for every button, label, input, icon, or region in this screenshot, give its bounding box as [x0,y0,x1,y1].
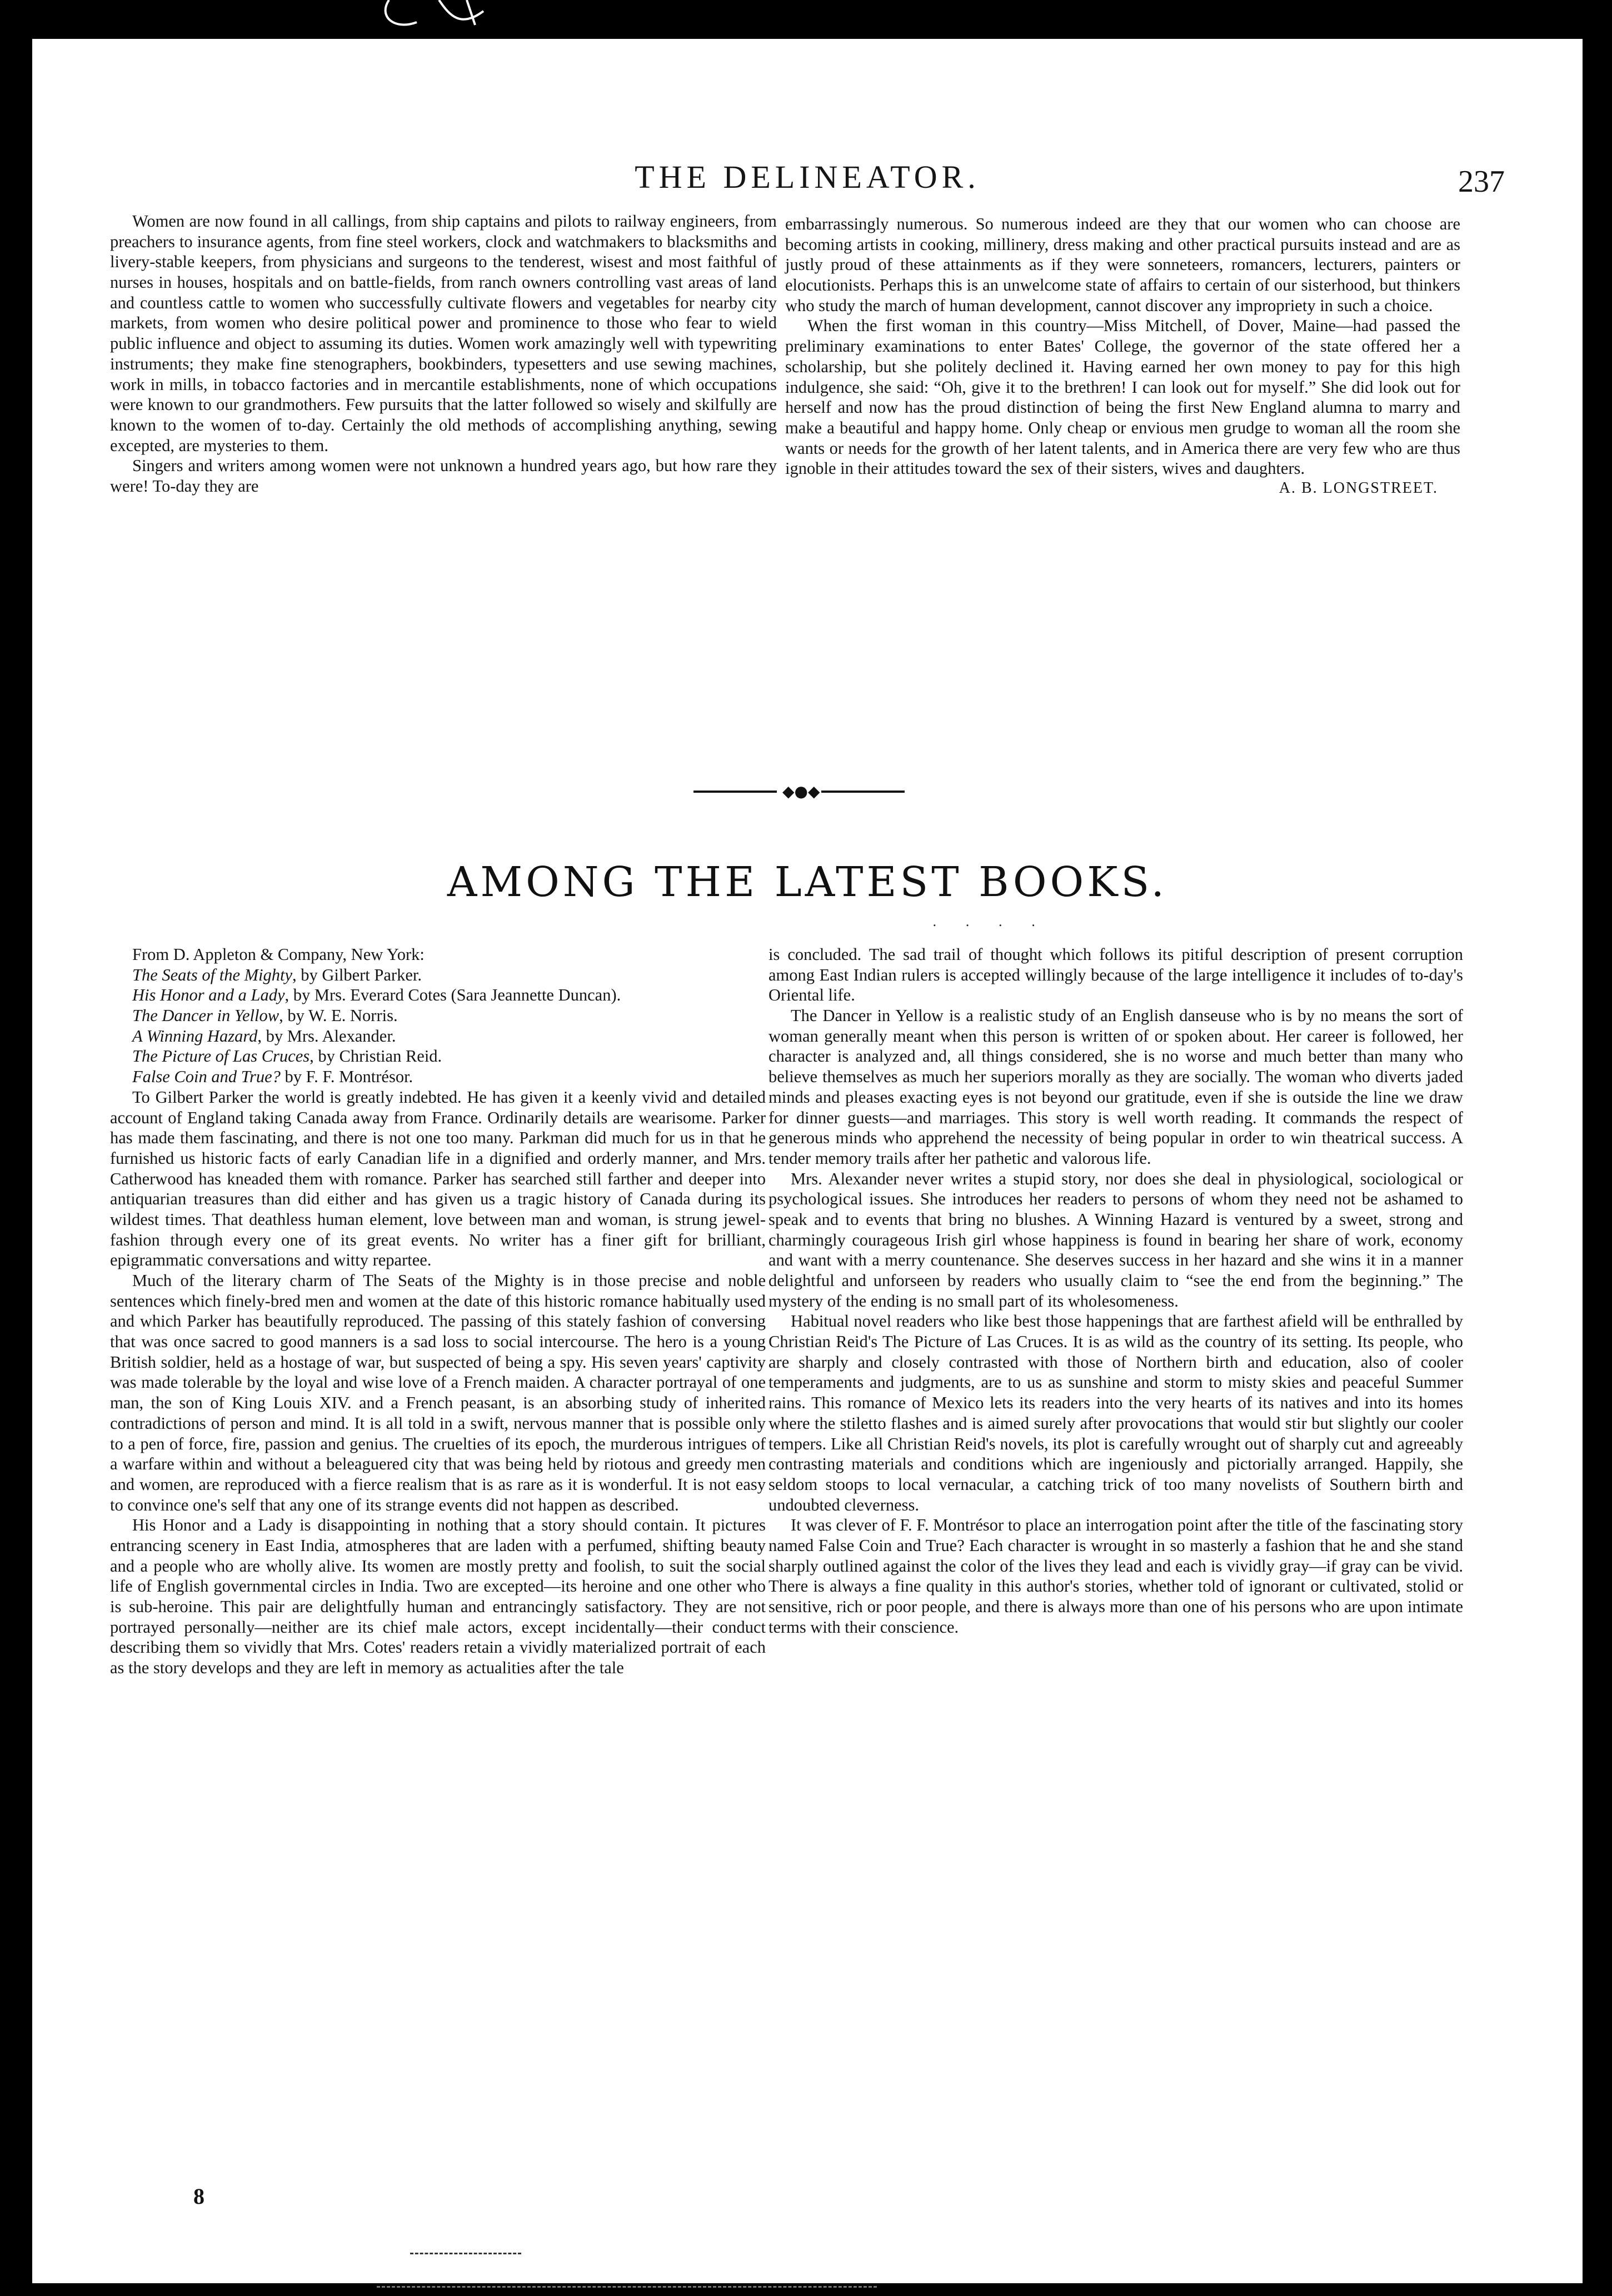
book-list-item [110,1026,766,1047]
scan-border-top [0,0,1612,39]
paragraph: is concluded. The sad trail of thought which follows its pitiful description of present corruption among East Indian rulers is accepted willingly because of the large intelligence it includes of to-day's Oriental life. [768,945,1463,1005]
book-title: The Seats of the Mighty [132,965,293,984]
top-article-right-column [785,214,1460,498]
top-article-left-column [110,211,777,497]
book-title: A Winning Hazard [132,1026,258,1046]
book-author: , by Mrs. Alexander. [257,1026,396,1046]
divider-ornament-icon: ◆●◆ [782,782,820,801]
divider-rule-right [821,791,905,793]
paragraph: embarrassingly numerous. So numerous indeed are they that our women who can choose are becoming artists in cooking, millinery, dress making and other practical pursuits instead and are as justly proud of these attainments as if they were sonneteers, romancers, lecturers, painters or elocutionists. Perhaps this is an unwelcome state of affairs to certain of our sisterhood, but thinkers who study the march of human development, cannot discover any impropriety in such a choice. [785,214,1460,315]
scan-border-left [0,0,32,2296]
footer-scan-smudge [377,2286,877,2291]
paragraph: His Honor and a Lady is disappointing in nothing that a story should contain. It pictures entrancing scenery in East India, atmospheres that are laden with a perfumed, shifting beauty and a people who are wholly alive. Its women are mostly pretty and foolish, to suit the social life of English governmental circles in India. Two are excepted—its heroine and one other who is sub-heroine. This pair are delightfully human and entrancingly satisfactory. They are not portrayed personally—neither are its chief male actors, except incidentally—their conduct describing them so vividly that Mrs. Cotes' readers retain a vividly materialized portrait of each as the story develops and they are left in memory as actualities after the tale [110,1515,766,1678]
book-list-item [110,985,766,1006]
paragraph: To Gilbert Parker the world is greatly indebted. He has given it a keenly vivid and detailed account of England taking Canada away from France. Ordinarily details are wearisome. Parker has made them fascinating, and there is not one too many. Parkman did much for us in that he furnished us historic facts of early Canadian life in a dignified and orderly manner, and Mrs. Catherwood has kneaded them with romance. Parker has searched still farther and deeper into antiquarian treasures than did either and has given us a tragic history of Canada during its wildest times. That deathless human element, love between man and woman, is strung jewel-fashion through every one of its great events. No writer has a finer gift for brilliant, epigrammatic conversations and witty repartee. [110,1087,766,1270]
paragraph: When the first woman in this country—Miss Mitchell, of Dover, Maine—had passed the preliminary examinations to enter Bates' College, the governor of the state offered her a scholarship, but she politely declined it. Having earned her own money to pay for this high indulgence, she said: “Oh, give it to the brethren! I can look out for myself.” She did look out for herself and now has the proud distinction of being the first New England alumna to marry and make a beautiful and happy home. Only cheap or envious men grudge to woman all the room she wants or needs for the growth of her latent talents, and in America there are very few who are thus ignoble in their attitudes toward the sex of their sisters, wives and daughters. [785,316,1460,478]
book-list-item [110,1006,766,1026]
book-author: , by Gilbert Parker. [292,965,422,984]
book-title: The Dancer in Yellow [132,1006,280,1026]
paragraph: Singers and writers among women were not unknown a hundred years ago, but how rare they were! To-day they are [110,456,777,496]
section-divider [693,782,905,801]
book-author: , by Christian Reid. [310,1047,442,1066]
author-signature: A. B. LONGSTREET. [1279,479,1438,497]
section-title: AMONG THE LATEST BOOKS. [447,858,1168,906]
book-author: by F. F. Montrésor. [280,1067,413,1087]
book-title: The Picture of Las Cruces [132,1047,310,1066]
page-number: 237 [1458,164,1505,199]
publisher-line: From D. Appleton & Company, New York: [132,945,425,964]
signature-mark: 8 [193,2184,204,2209]
divider-rule-left [693,791,777,793]
paragraph: Much of the literary charm of The Seats of the Mighty is in those precise and noble sentences which finely-bred men and women at the date of this historic romance habitually used and which Parker has beautifully reproduced. The passing of this stately fashion of conversing that was once sacred to good manners is a sad loss to social intercourse. The hero is a young British soldier, held as a hostage of war, but suspected of being a spy. His seven years' captivity was made tolerable by the loyal and wise love of a French maiden. A character portrayal of one man, the son of King Louis XIV. and a French peasant, is an absorbing study of inherited contradictions of person and mind. It is all told in a swift, nervous manner that is possible only to a pen of force, fire, passion and genius. The cruelties of its epoch, the murderous intrigues of a warfare within and without a beleaguered city that was being held by riotous and greedy men and women, are reproduced with a fierce realism that is as rare as it is wonderful. It is not easy to convince one's self that any one of its strange events did not happen as described. [110,1271,766,1514]
book-list-item [110,1067,766,1087]
book-list-item [110,965,766,986]
book-author: , by Mrs. Everard Cotes (Sara Jeannette Duncan). [285,986,621,1005]
book-list-item [110,1046,766,1067]
document-page [32,39,1583,2283]
paragraph: The Dancer in Yellow is a realistic study of an English danseuse who is by no means the sort of woman generally meant when this person is written of or spoken about. Her career is followed, her character is analyzed and, all things considered, she is no worse and much better than many who believe themselves as much her superiors morally as they are socially. The woman who diverts jaded minds and pleases exacting eyes is not beyond our gratitude, even if she is outside the line we draw for dinner guests—and marriages. This story is well worth reading. It commands the respect of generous minds who apprehend the necessity of being popular in order to win theatrical success. A tender memory trails after her pathetic and valorous life. [768,1006,1463,1168]
paragraph: Women are now found in all callings, from ship captains and pilots to railway engineers, from preachers to insurance agents, from fine steel workers, clock and watchmakers to blacksmiths and livery-stable keepers, from physicians and surgeons to the tenderest, wisest and most faithful of nurses in houses, hospitals and on battle-fields, from ranch owners controlling vast areas of land and countless cattle to women who successfully cultivate flowers and vegetables for nearby city markets, from women who desire political power and prominence to those who fear to wield public influence and object to assuming its duties. Women work amazingly well with typewriting instruments; they make fine stenographers, bookbinders, typesetters and use sewing machines, work in mills, in tobacco factories and in mercantile establishments, none of which occupations were known to our grandmothers. Few pursuits that the latter followed so wisely and skilfully are known to the women of to-day. Certainly the old methods of accomplishing anything, sewing excepted, are mysteries to them. [110,212,777,455]
book-author: , by W. E. Norris. [279,1006,398,1026]
book-title: His Honor and a Lady [132,986,285,1005]
paragraph: It was clever of F. F. Montrésor to place an interrogation point after the title of the fascinating story named False Coin and True? Each character is wrought in so masterly a fashion that he and she stand sharply outlined against the color of the lives they lead and each is vividly gray—if gray can be vivid. There is always a fine quality in this author's stories, whether told of ignorant or cultivated, stolid or sensitive, rich or poor people, and there is always more than one of his persons who are upon intimate terms with their conscience. [768,1515,1463,1637]
books-right-column [768,944,1463,1637]
footer-dash-marks [410,2253,521,2260]
title-ornament-dots: . . . . [932,914,1048,929]
paragraph: Mrs. Alexander never writes a stupid story, nor does she deal in physiological, sociological or psychological issues. She introduces her readers to persons of whom they need not be ashamed to speak and to events that bring no blushes. A Winning Hazard is ventured by a sweet, strong and charmingly courageous Irish girl whose happiness is found in bearing her share of work, economy and want with a merry countenance. She deserves success in her hazard and she wins it in a manner delightful and unforseen by readers who usually claim to “see the end from the beginning.” The mystery of the ending is no small part of its wholesomeness. [768,1169,1463,1310]
books-left-column [110,944,766,1678]
scan-border-right [1583,0,1612,2296]
running-header-title: THE DELINEATOR. [635,159,980,195]
paragraph: Habitual novel readers who like best those happenings that are farthest afield will be enthralled by Christian Reid's The Picture of Las Cruces. It is as wild as the country of its setting. Its people, who are sharply and closely contrasted with those of Northern birth and education, also of cooler temperaments and judgments, are to us as sunshine and storm to misty skies and peaceful Summer rains. This romance of Mexico lets its readers into the very hearts of its natives and into its homes where the stiletto flashes and is aimed surely after provocations that would stir but slightly our cooler tempers. Like all Christian Reid's novels, its plot is carefully wrought out of sharply cut and agreeably contrasting materials and conditions which are ingeniously and pictorially arranged. Happily, she seldom stoops to local vernacular, a catching trick of too many novelists of Southern birth and undoubted cleverness. [768,1312,1463,1514]
book-title: False Coin and True? [132,1067,281,1087]
scan-scribble-mark [356,0,533,39]
